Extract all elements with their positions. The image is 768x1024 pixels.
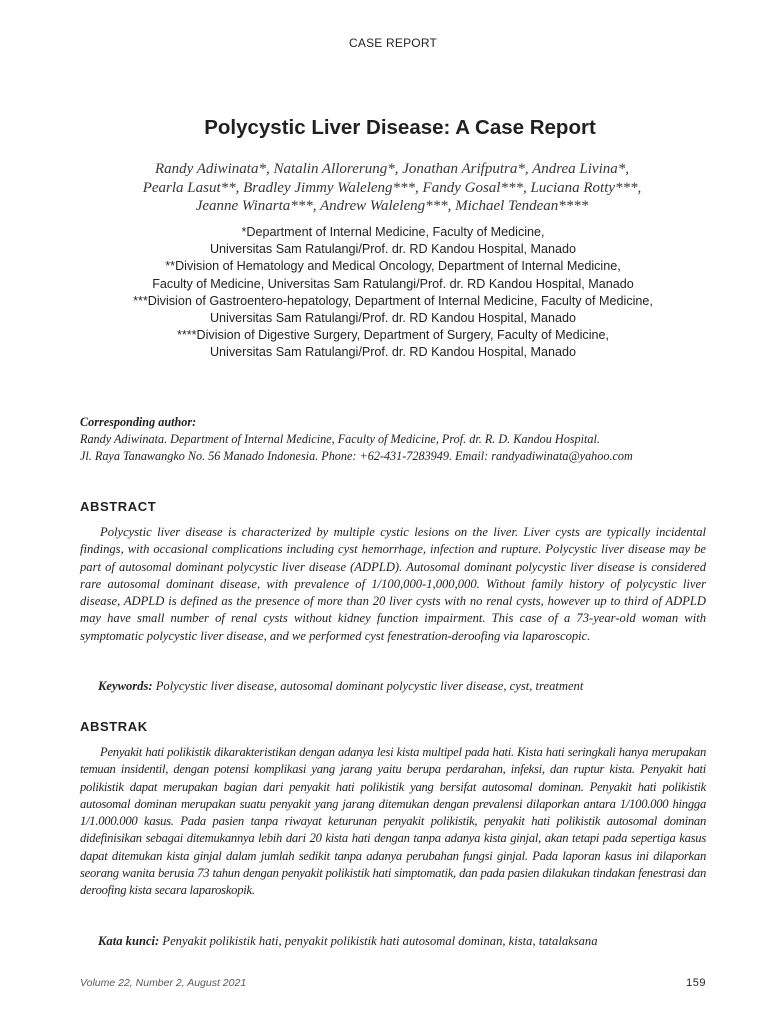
author-line: Randy Adiwinata*, Natalin Allorerung*, Jonathan Arifputra*, Andrea Livina*, [154, 161, 630, 177]
corresponding-author-line: Jl. Raya Tanawangko No. 56 Manado Indonesia. Phone: +62-431-7283949. Email: randyadiwinata@yahoo.com [80, 449, 633, 463]
keywords-line [98, 678, 706, 695]
affiliation-line: ***Division of Gastroentero-hepatology, Department of Internal Medicine, Faculty of Medicine, [133, 293, 653, 308]
affiliation-line: *Department of Internal Medicine, Faculty of Medicine, [241, 225, 545, 239]
affiliation-line: **Division of Hematology and Medical Oncology, Department of Internal Medicine, [165, 259, 621, 274]
abstrak-body: Penyakit hati polikistik dikarakteristikan dengan adanya lesi kista multipel pada hati. Kista hati seringkali hanya merupakan temuan insidentil, dengan potensi komplikasi yang jarang yaitu berupa perdarahan, infeksi, dan ruptur kista. Penyakit hati polikistik dapat merupakan bagian dari penyakit hati polikistik yang bersifat autosomal dominan. Penyakit hati polikistik autosomal dominan merupakan suatu penyakit yang jarang ditemukan dengan prevalensi dilaporkan antara 1/100.000 hingga 1/1.000.000 kasus. Pada pasien tanpa riwayat keturunan penyakit polikistik, penyakit hati polikistik autosomal dominan didefinisikan sebagai ditemukannya lebih dari 20 kista hati dengan tanpa adanya kista ginjal, akan tetapi pada sepertiga kasus dapat ditemukan kista ginjal dalam jumlah sedikit tanpa adanya perubahan fungsi ginjal. Pada laporan kasus ini dilaporkan seorang wanita berusia 73 tahun dengan penyakit polikistik hati simptomatik, dan pada pasien dilakukan tindakan fenestrasi dan deroofing kista secara laparoskopik. [80, 745, 706, 898]
kata-kunci-line [98, 933, 706, 950]
section-label: CASE REPORT [349, 36, 437, 50]
abstract-body: Polycystic liver disease is characterized by multiple cystic lesions on the liver. Liver cysts are typically incidental findings, with occasional complications including cyst hemorrhage, infection and rupture. Polycystic liver disease may be part of autosomal dominant polycystic liver disease (ADPLD). Autosomal dominant polycystic liver disease is considered rare autosomal dominant disease, with prevalence of 1/100,000-1,000,000. Without family history of polycystic liver disease, ADPLD is defined as the presence of more than 20 liver cysts with no renal cysts, however up to third of ADPLD may have small number of renal cysts without kidney function impairment. This case of a 73-year-old woman with symptomatic polycystic liver disease, and we performed cyst fenestration-deroofing via laparoscopic. [80, 525, 706, 643]
page-number: 159 [686, 977, 706, 989]
affiliation-line: Universitas Sam Ratulangi/Prof. dr. RD Kandou Hospital, Manado [209, 242, 577, 257]
abstrak-heading: ABSTRAK [80, 719, 148, 734]
kata-kunci-label: Kata kunci: [98, 934, 160, 948]
corresponding-author-block [80, 414, 706, 465]
affiliation-line: Universitas Sam Ratulangi/Prof. dr. RD Kandou Hospital, Manado [209, 345, 577, 360]
author-line: Jeanne Winarta***, Andrew Waleleng***, Michael Tendean**** [195, 198, 589, 214]
affiliation-list [0, 224, 768, 362]
author-line: Pearla Lasut**, Bradley Jimmy Waleleng***, Fandy Gosal***, Luciana Rotty***, [142, 179, 642, 196]
affiliation-line: ****Division of Digestive Surgery, Department of Surgery, Faculty of Medicine, [176, 328, 610, 343]
corresponding-author-line: Randy Adiwinata. Department of Internal Medicine, Faculty of Medicine, Prof. dr. R. D. Kandou Hospital. [80, 432, 600, 446]
abstract-heading: ABSTRACT [80, 499, 157, 514]
author-list [0, 160, 768, 216]
affiliation-line: Faculty of Medicine, Universitas Sam Ratulangi/Prof. dr. RD Kandou Hospital, Manado [152, 276, 634, 291]
keywords-label: Keywords: [98, 679, 153, 693]
corresponding-author-label: Corresponding author: [80, 415, 197, 429]
article-title: Polycystic Liver Disease: A Case Report [204, 116, 596, 139]
keywords-text: Polycystic liver disease, autosomal dominant polycystic liver disease, cyst, treatment [155, 679, 584, 693]
issue-info: Volume 22, Number 2, August 2021 [80, 977, 247, 989]
kata-kunci-text: Penyakit polikistik hati, penyakit polikistik hati autosomal dominan, kista, tatalaksana [162, 934, 598, 948]
affiliation-line: Universitas Sam Ratulangi/Prof. dr. RD Kandou Hospital, Manado [209, 311, 577, 326]
